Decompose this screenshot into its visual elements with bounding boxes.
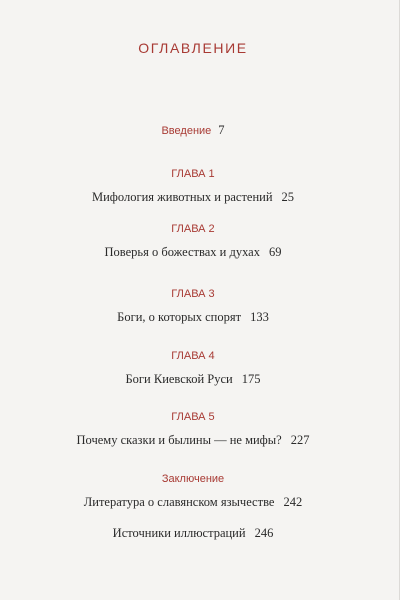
chapter-page-number: 133 [250,310,269,324]
chapter-label: ГЛАВА 5 [171,411,215,423]
conclusion-page-number: 242 [283,495,303,509]
chapter-label: ГЛАВА 3 [171,288,215,300]
toc-entry-chapter-4[interactable] [0,349,386,387]
sources-page-number: 246 [254,526,274,540]
chapter-page-number: 227 [290,433,310,447]
toc-entry-conclusion[interactable] [0,472,386,510]
chapter-title: Почему сказки и былины — не мифы? [76,433,282,447]
chapter-label: ГЛАВА 1 [171,168,215,180]
sources-title: Источники иллюстраций [112,526,246,540]
toc-entry-chapter-2[interactable] [0,222,386,260]
chapter-title: Боги, о которых спорят [117,310,242,324]
conclusion-label: Заключение [161,473,225,485]
intro-page-number: 7 [218,123,225,137]
chapter-label: ГЛАВА 4 [171,350,215,362]
chapter-label: ГЛАВА 2 [171,223,215,235]
chapter-title: Поверья о божествах и духах [104,245,260,259]
toc-entry-intro[interactable] [0,121,386,139]
chapter-title: Боги Киевской Руси [125,372,233,386]
toc-entry-chapter-3[interactable] [0,287,386,325]
toc-entry-chapter-1[interactable] [0,167,386,205]
intro-label: Введение [161,125,212,137]
chapter-page-number: 25 [281,190,295,204]
toc-entry-sources[interactable] [0,525,386,541]
page-title: ОГЛАВЛЕНИЕ [138,40,248,56]
chapter-title: Мифология животных и растений [91,190,273,204]
chapter-page-number: 175 [241,372,261,386]
toc-entry-chapter-5[interactable] [0,410,386,448]
chapter-page-number: 69 [268,245,282,259]
conclusion-title: Литература о славянском язычестве [83,495,275,509]
